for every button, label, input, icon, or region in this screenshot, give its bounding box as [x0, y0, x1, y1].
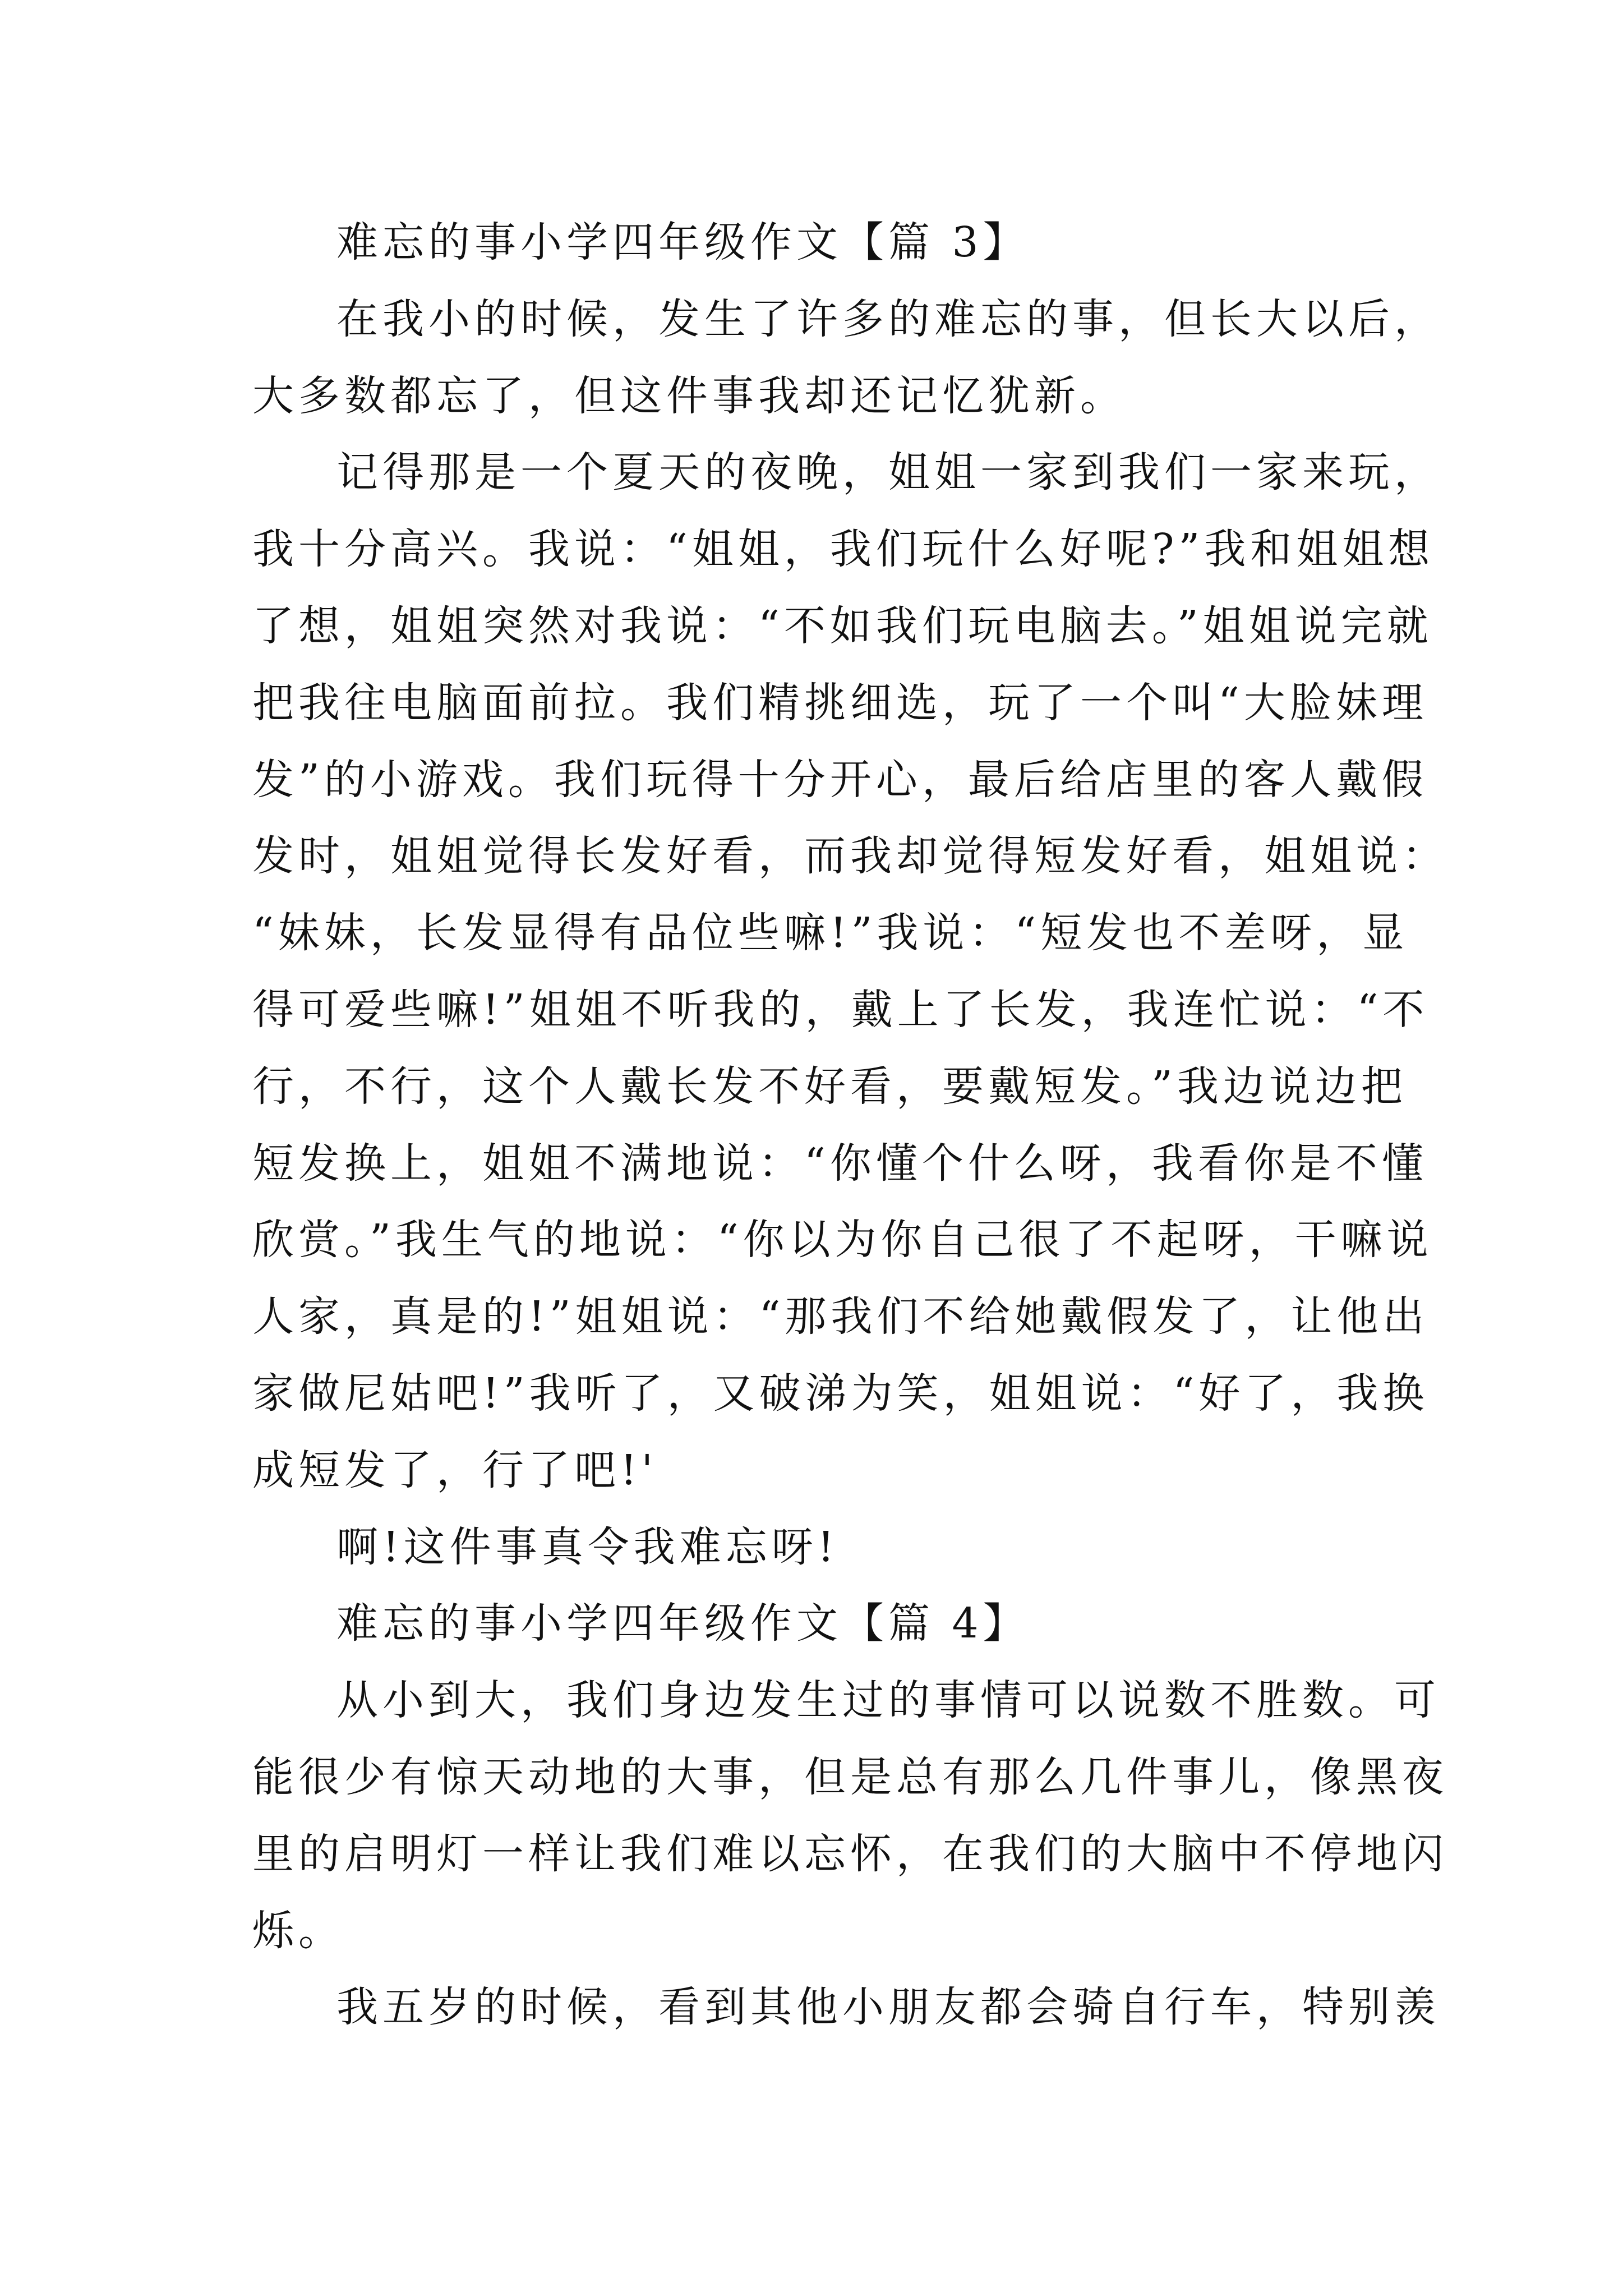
text-line: 行，不行，这个人戴长发不好看，要戴短发。”我边说边把 — [252, 1062, 1407, 1111]
text-line: 大多数都忘了，但这件事我却还记忆犹新。 — [252, 371, 1126, 420]
text-line: 难忘的事小学四年级作文【篇 3】 — [336, 218, 1029, 266]
text-line: 发”的小游戏。我们玩得十分开心，最后给店里的客人戴假 — [252, 755, 1428, 804]
text-line: “妹妹，长发显得有品位些嘛!”我说：“短发也不差呀，显 — [252, 909, 1409, 958]
text-line: 短发换上，姐姐不满地说：“你懂个什么呀，我看你是不懂 — [252, 1139, 1428, 1188]
text-line: 里的启明灯一样让我们难以忘怀，在我们的大脑中不停地闪 — [252, 1829, 1448, 1878]
text-line: 得可爱些嘛!”姐姐不听我的，戴上了长发，我连忙说：“不 — [252, 985, 1429, 1034]
text-line: 我五岁的时候，看到其他小朋友都会骑自行车，特别羡 — [336, 1983, 1440, 2032]
text-line: 记得那是一个夏天的夜晚，姐姐一家到我们一家来玩， — [336, 448, 1440, 497]
text-line: 人家，真是的!”姐姐说：“那我们不给她戴假发了，让他出 — [252, 1292, 1429, 1341]
text-line: 了想，姐姐突然对我说：“不如我们玩电脑去。”姐姐说完就 — [252, 601, 1433, 650]
text-line: 欣赏。”我生气的地说：“你以为你自己很了不起呀，干嘛说 — [252, 1216, 1433, 1264]
text-line: 我十分高兴。我说：“姐姐，我们玩什么好呢?”我和姐姐想 — [252, 525, 1435, 574]
document-body — [252, 204, 1448, 2046]
text-line: 发时，姐姐觉得长发好看，而我却觉得短发好看，姐姐说： — [252, 832, 1448, 881]
text-line: 烁。 — [252, 1906, 344, 1955]
text-line: 能很少有惊天动地的大事，但是总有那么几件事儿，像黑夜 — [252, 1752, 1448, 1801]
text-line: 成短发了，行了吧!' — [252, 1446, 658, 1494]
text-line: 在我小的时候，发生了许多的难忘的事，但长大以后， — [336, 295, 1440, 343]
text-line: 啊!这件事真令我难忘呀! — [336, 1522, 839, 1571]
text-line: 从小到大，我们身边发生过的事情可以说数不胜数。可 — [336, 1676, 1440, 1725]
text-line: 把我往电脑面前拉。我们精挑细选，玩了一个叫“大脸妹理 — [252, 678, 1428, 727]
text-line: 难忘的事小学四年级作文【篇 4】 — [336, 1599, 1029, 1648]
text-line: 家做尼姑吧!”我听了，又破涕为笑，姐姐说：“好了，我换 — [252, 1369, 1429, 1418]
